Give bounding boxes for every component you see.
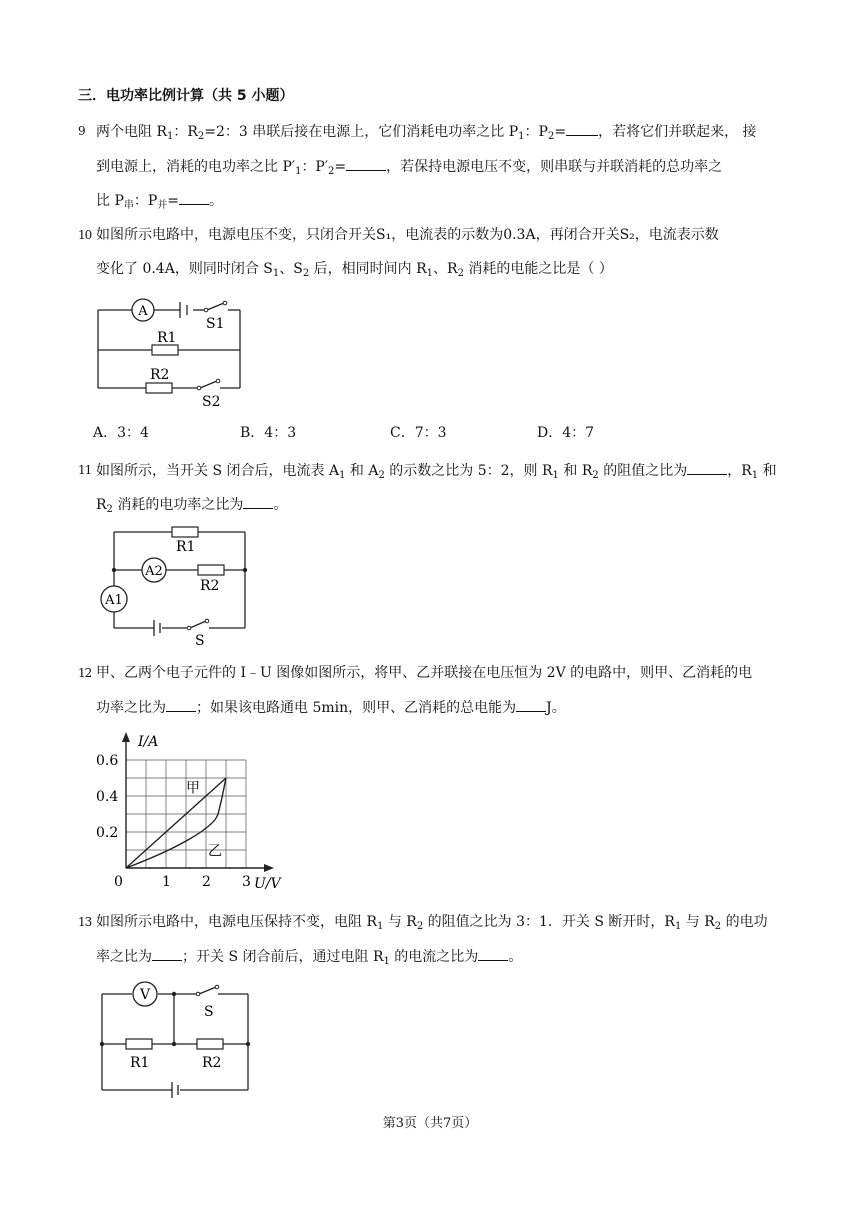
r1-label: R1 bbox=[130, 1055, 150, 1071]
r2-label: R2 bbox=[200, 578, 220, 594]
x-tick-label: 1 bbox=[162, 874, 171, 890]
voltmeter-label: V bbox=[139, 987, 151, 1003]
question-9-line-2: 到电源上，消耗的电功率之比 $P'_1$：$P'_2=$ ，若保持电源电压不变，则串联与并联消耗的总功率之 bbox=[96, 156, 722, 182]
answer-blank[interactable] bbox=[346, 156, 386, 171]
ammeter-a1-label: A1 bbox=[105, 593, 123, 608]
answer-blank[interactable] bbox=[152, 946, 182, 961]
y-axis-label: I/A bbox=[138, 734, 159, 750]
option-d[interactable]: D．4：7 bbox=[537, 425, 595, 441]
question-12-line-1: 甲、乙两个电子元件的 I﹣U 图像如图所示，将甲、乙并联接在电压恒为 2V 的电路中，则甲、乙消耗的电 bbox=[96, 665, 753, 681]
switch-label: S bbox=[204, 1004, 214, 1020]
section-title: 三．电功率比例计算（共 5 小题） bbox=[78, 88, 294, 104]
resistor-r1-icon bbox=[152, 345, 178, 355]
question-number-13: 13 bbox=[78, 915, 92, 929]
option-b[interactable]: B．4：3 bbox=[240, 425, 297, 441]
answer-blank[interactable] bbox=[516, 697, 546, 712]
question-number-11: 11 bbox=[78, 463, 92, 477]
switch-label: S bbox=[195, 633, 205, 649]
resistor-r1-icon bbox=[126, 1039, 152, 1049]
x-axis-label: U/V bbox=[254, 876, 281, 892]
r2-label: R2 bbox=[202, 1055, 222, 1071]
series-yi-label: 乙 bbox=[208, 843, 222, 860]
answer-blank[interactable] bbox=[687, 460, 727, 475]
x-tick-label: 3 bbox=[242, 874, 251, 890]
answer-blank[interactable] bbox=[179, 190, 209, 205]
question-12-line-2: 功率之比为 ；如果该电路通电 5min，则甲、乙消耗的总电能为 J。 bbox=[96, 697, 566, 718]
series-jia-label: 甲 bbox=[186, 780, 200, 797]
answer-blank[interactable] bbox=[243, 494, 273, 509]
question-13-line-1: 如图所示电路中，电源电压保持不变，电阻 $R_1$ 与 $R_2$ 的阻值之比为 3：1．开关 S 断开时，$R_1$ 与 $R_2$ 的电功 bbox=[96, 914, 768, 932]
option-c[interactable]: C．7：3 bbox=[390, 425, 447, 441]
y-tick-label: 0.4 bbox=[96, 789, 119, 805]
page-footer: 第3页（共7页） bbox=[382, 1116, 478, 1131]
resistor-r2-icon bbox=[146, 383, 172, 393]
s1-label: S1 bbox=[206, 316, 225, 332]
resistor-r2-icon bbox=[197, 1039, 223, 1049]
question-number-12: 12 bbox=[78, 666, 92, 680]
answer-blank[interactable] bbox=[478, 946, 508, 961]
y-tick-label: 0.2 bbox=[96, 825, 119, 841]
answer-blank[interactable] bbox=[566, 121, 598, 136]
r1-label: R1 bbox=[176, 539, 196, 555]
question-10-line-2: 变化了 0.4A，则同时闭合 $S_1$、$S_2$ 后，相同时间内 $R_1$、$R_2$ 消耗的电能之比是（ ） bbox=[96, 261, 613, 279]
ammeter-a2-label: A2 bbox=[145, 564, 163, 579]
question-11-line-1: 如图所示，当开关 S 闭合后，电流表 $A_1$ 和 $A_2$ 的示数之比为 5：2，则 $R_1$ 和 $R_2$ 的阻值之比为 ，$R_1$ 和 bbox=[96, 460, 777, 486]
question-10-line-1: 如图所示电路中，电源电压不变，只闭合开关S₁，电流表的示数为0.3A，再闭合开关S₂，电流表示数 bbox=[96, 227, 719, 243]
ammeter-label: A bbox=[138, 304, 148, 319]
s2-label: S2 bbox=[202, 394, 221, 410]
circuit-diagram-q11 bbox=[92, 520, 252, 649]
question-9-line-3: 比 $P_串$：$P_并=$ 。 bbox=[96, 190, 223, 216]
question-9-line-1: 两个电阻 $R_1$：$R_2=2$：3 串联后接在电源上，它们消耗电功率之比 $P_1$：$P_2=$ ，若将它们并联起来， 接 bbox=[96, 121, 757, 147]
answer-blank[interactable] bbox=[166, 697, 196, 712]
r2-label: R2 bbox=[150, 367, 170, 383]
resistor-r2-icon bbox=[198, 565, 224, 575]
question-13-line-2: 率之比为 ；开关 S 闭合前后，通过电阻 $R_1$ 的电流之比为 。 bbox=[96, 946, 522, 972]
y-tick-label: 0.6 bbox=[96, 753, 119, 769]
circuit-diagram-q10 bbox=[90, 288, 260, 413]
x-axis-arrow bbox=[264, 864, 274, 872]
x-tick-label: 0 bbox=[114, 874, 123, 890]
question-11-line-2: $R_2$ 消耗的电功率之比为 。 bbox=[96, 494, 287, 520]
x-tick-label: 2 bbox=[202, 874, 211, 890]
r1-label: R1 bbox=[157, 330, 177, 346]
circuit-diagram-q13 bbox=[92, 978, 262, 1103]
y-axis-arrow bbox=[122, 732, 130, 742]
question-number-9: 9 bbox=[78, 124, 85, 138]
resistor-r1-icon bbox=[172, 527, 198, 537]
option-a[interactable]: A．3：4 bbox=[93, 425, 149, 441]
iu-graph bbox=[90, 728, 290, 898]
question-number-10: 10 bbox=[78, 228, 92, 242]
